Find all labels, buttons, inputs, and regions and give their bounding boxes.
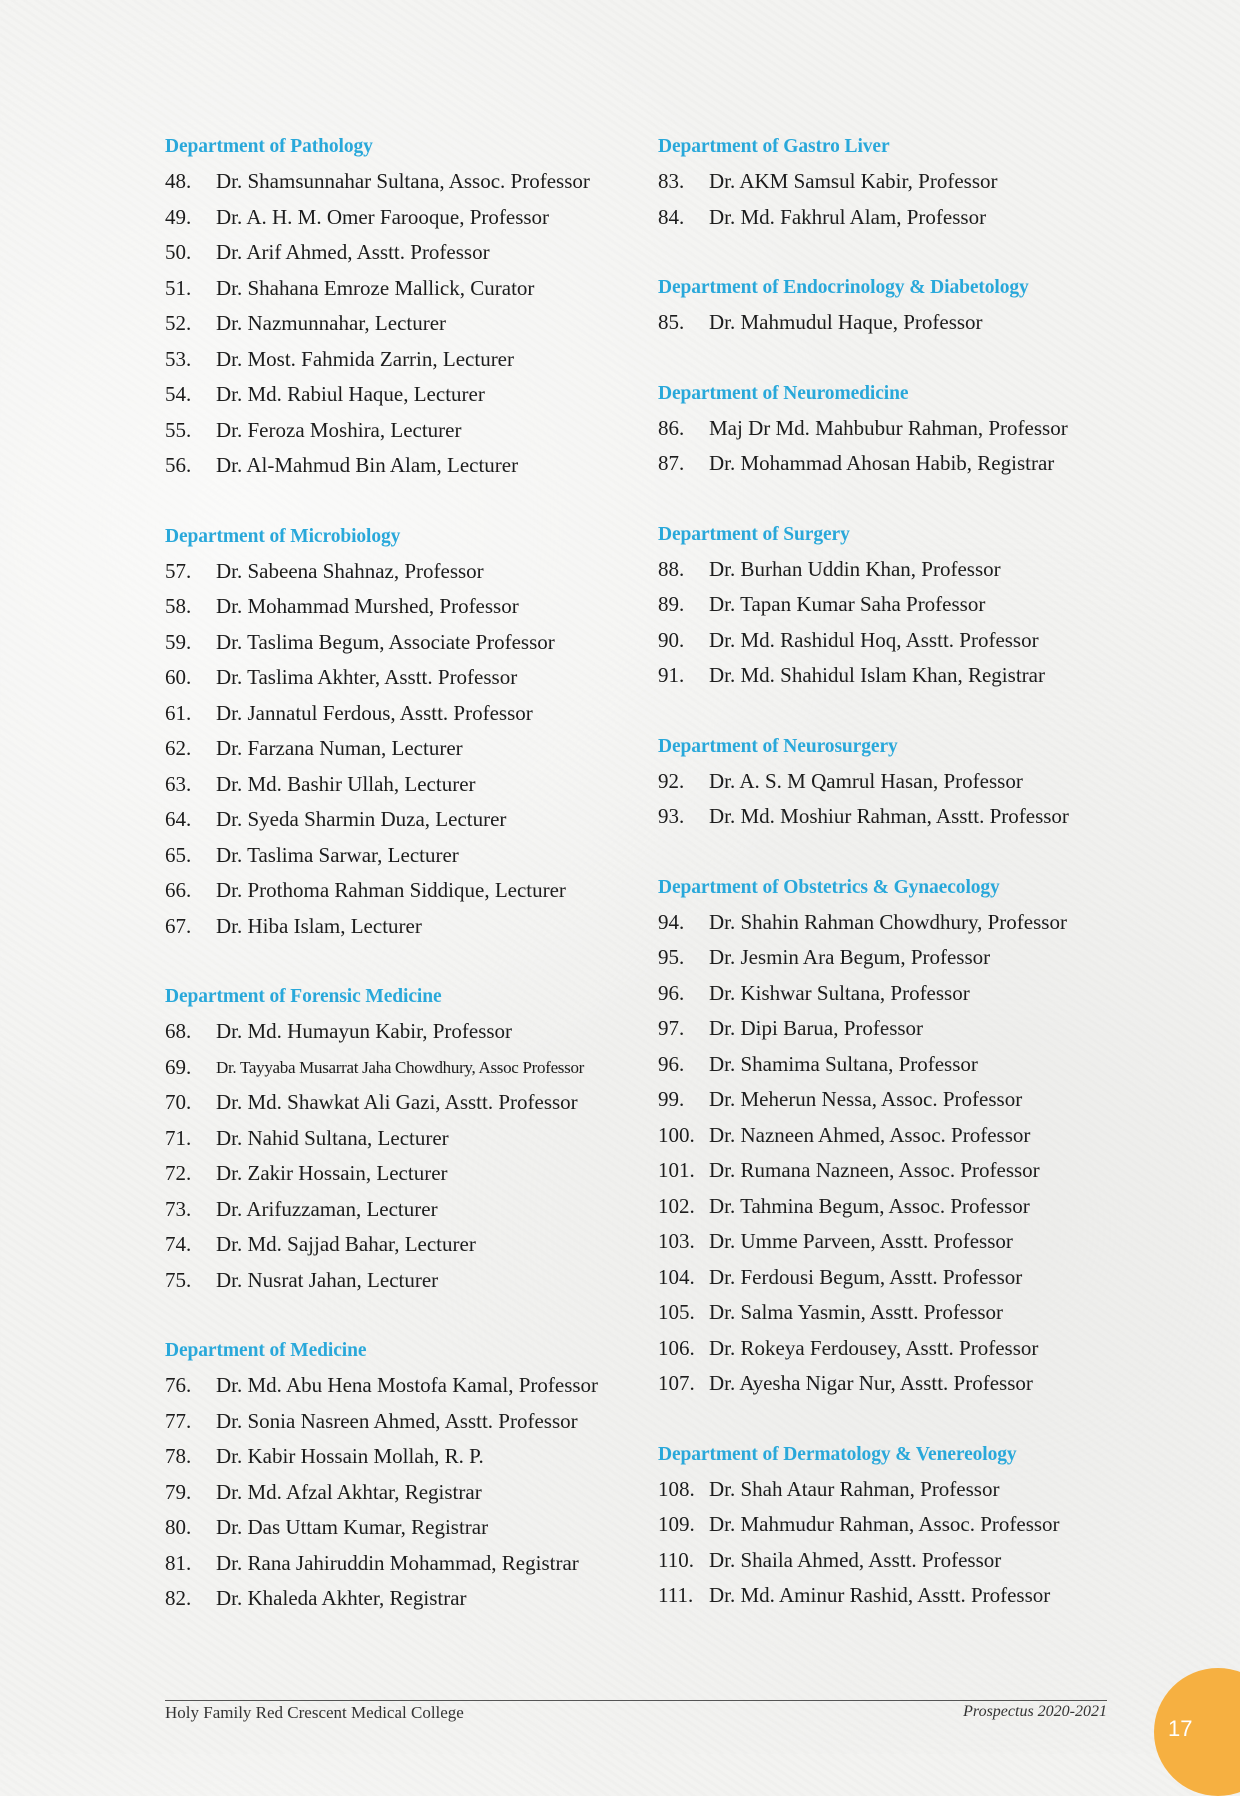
faculty-name: Dr. Burhan Uddin Khan, Professor <box>709 556 1001 581</box>
list-number: 96. <box>658 980 685 1005</box>
faculty-name: Dr. Al-Mahmud Bin Alam, Lecturer <box>216 453 519 477</box>
list-number: 59. <box>165 629 192 654</box>
faculty-name: Dr. Syeda Sharmin Duza, Lecturer <box>216 807 507 831</box>
faculty-name: Dr. Md. Shahidul Islam Khan, Registrar <box>709 663 1045 687</box>
faculty-name: Dr. Jesmin Ara Begum, Professor <box>709 945 991 969</box>
faculty-list-item <box>165 1263 625 1299</box>
department-section <box>658 518 1118 694</box>
faculty-name: Dr. Nahid Sultana, Lecturer <box>216 1125 449 1150</box>
faculty-name: Dr. Zakir Hossain, Lecturer <box>216 1161 448 1185</box>
faculty-list-item <box>658 552 1118 588</box>
department-title: Department of Neuromedicine <box>658 382 909 404</box>
department-title: Department of Forensic Medicine <box>165 986 442 1007</box>
faculty-list-item <box>165 306 625 342</box>
faculty-name: Maj Dr Md. Mahbubur Rahman, Professor <box>709 415 1068 440</box>
faculty-name: Dr. Shahana Emroze Mallick, Curator <box>216 275 535 300</box>
section-gap <box>658 835 1118 871</box>
list-number: 69. <box>165 1054 192 1079</box>
list-number: 81. <box>165 1550 192 1575</box>
faculty-list-item <box>658 1189 1118 1225</box>
footer-college-name: Holy Family Red Crescent Medical College <box>165 1703 464 1722</box>
faculty-name: Dr. Md. Aminur Rashid, Asstt. Professor <box>709 1583 1051 1607</box>
list-number: 94. <box>658 909 685 934</box>
faculty-list-item <box>658 1472 1118 1508</box>
list-number: 90. <box>658 627 685 652</box>
faculty-list-item <box>165 1404 625 1440</box>
faculty-list-item <box>165 767 625 803</box>
faculty-list-item <box>165 164 625 200</box>
faculty-list-item <box>658 1011 1118 1047</box>
faculty-list-item <box>165 1439 625 1475</box>
list-number: 92. <box>658 768 685 793</box>
footer-prospectus-label: Prospectus 2020-2021 <box>963 1703 1107 1720</box>
department-title: Department of Pathology <box>165 136 373 157</box>
faculty-name: Dr. Dipi Barua, Professor <box>709 1016 924 1040</box>
faculty-name: Dr. Shah Ataur Rahman, Professor <box>709 1476 1000 1501</box>
department-title: Department of Gastro Liver <box>658 136 890 157</box>
list-number: 76. <box>165 1373 192 1397</box>
list-number: 80. <box>165 1515 192 1539</box>
list-number: 101. <box>658 1158 695 1182</box>
list-number: 78. <box>165 1444 192 1468</box>
list-number: 71. <box>165 1125 192 1150</box>
faculty-name: Dr. Feroza Moshira, Lecturer <box>216 417 462 442</box>
list-number: 108. <box>658 1476 695 1501</box>
faculty-name: Dr. Umme Parveen, Asstt. Professor <box>709 1229 1013 1253</box>
list-number: 93. <box>658 804 685 828</box>
footer-rule <box>165 1700 1107 1701</box>
faculty-list-item <box>658 1295 1118 1331</box>
department-section <box>658 130 1118 235</box>
faculty-list-item <box>165 200 625 236</box>
faculty-name: Dr. Arifuzzaman, Lecturer <box>216 1196 438 1221</box>
list-number: 52. <box>165 311 192 335</box>
faculty-list-item <box>165 1475 625 1511</box>
list-number: 91. <box>658 663 685 687</box>
page-number-badge <box>1154 1668 1240 1796</box>
faculty-list-item <box>658 1578 1118 1614</box>
faculty-list-item <box>658 1260 1118 1296</box>
section-gap <box>658 341 1118 377</box>
faculty-name: Dr. Kishwar Sultana, Professor <box>709 980 970 1005</box>
faculty-list-item <box>658 1153 1118 1189</box>
faculty-name: Dr. Mahmudul Haque, Professor <box>709 310 983 334</box>
list-number: 50. <box>165 240 192 264</box>
faculty-list-item <box>658 1118 1118 1154</box>
faculty-list-item <box>165 1510 625 1546</box>
list-number: 102. <box>658 1193 695 1218</box>
faculty-name: Dr. Sabeena Shahnaz, Professor <box>216 558 484 583</box>
faculty-name: Dr. Most. Fahmida Zarrin, Lecturer <box>216 346 514 371</box>
department-section <box>658 271 1118 341</box>
faculty-list-item <box>165 1192 625 1228</box>
faculty-name: Dr. Taslima Akhter, Asstt. Professor <box>216 665 518 689</box>
faculty-list-item <box>165 235 625 271</box>
faculty-list-item <box>165 696 625 732</box>
faculty-name: Dr. Md. Bashir Ullah, Lecturer <box>216 771 476 796</box>
list-number: 51. <box>165 275 192 300</box>
faculty-name: Dr. Rumana Nazneen, Assoc. Professor <box>709 1158 1040 1182</box>
faculty-name: Dr. Shamsunnahar Sultana, Assoc. Professor <box>216 169 590 193</box>
list-number: 84. <box>658 204 685 229</box>
section-gap <box>165 1298 625 1334</box>
list-number: 55. <box>165 417 192 442</box>
faculty-list-item <box>165 660 625 696</box>
faculty-list-item <box>658 446 1118 482</box>
faculty-name: Dr. Salma Yasmin, Asstt. Professor <box>709 1300 1004 1324</box>
faculty-name: Dr. Md. Shawkat Ali Gazi, Asstt. Professor <box>216 1090 578 1114</box>
faculty-name: Dr. Ayesha Nigar Nur, Asstt. Professor <box>709 1371 1033 1395</box>
faculty-name: Dr. Shahin Rahman Chowdhury, Professor <box>709 909 1067 934</box>
faculty-list-item <box>165 1546 625 1582</box>
list-number: 68. <box>165 1019 192 1043</box>
list-number: 63. <box>165 771 192 796</box>
faculty-list-item <box>165 731 625 767</box>
faculty-list-item <box>165 1227 625 1263</box>
list-number: 61. <box>165 700 192 725</box>
department-title: Department of Surgery <box>658 523 850 545</box>
faculty-name: Dr. Shaila Ahmed, Asstt. Professor <box>709 1547 1002 1572</box>
section-gap <box>165 944 625 980</box>
faculty-name: Dr. Nazmunnahar, Lecturer <box>216 311 447 335</box>
faculty-name: Dr. AKM Samsul Kabir, Professor <box>709 169 998 193</box>
faculty-name: Dr. Farzana Numan, Lecturer <box>216 736 463 760</box>
list-number: 99. <box>658 1087 685 1111</box>
faculty-name: Dr. Das Uttam Kumar, Registrar <box>216 1515 489 1539</box>
list-number: 65. <box>165 842 192 867</box>
department-title: Department of Neurosurgery <box>658 735 898 757</box>
faculty-name: Dr. Kabir Hossain Mollah, R. P. <box>216 1444 484 1468</box>
faculty-name: Dr. Khaleda Akhter, Registrar <box>216 1586 467 1610</box>
faculty-name: Dr. Tapan Kumar Saha Professor <box>709 592 986 616</box>
faculty-name: Dr. Mohammad Ahosan Habib, Registrar <box>709 451 1055 475</box>
faculty-name: Dr. Mahmudur Rahman, Assoc. Professor <box>709 1512 1060 1536</box>
list-number: 72. <box>165 1161 192 1185</box>
department-section <box>658 871 1118 1402</box>
left-column <box>165 130 625 1617</box>
faculty-list-item <box>165 271 625 307</box>
list-number: 95. <box>658 945 685 969</box>
list-number: 53. <box>165 346 192 371</box>
faculty-name: Dr. Tayyaba Musarrat Jaha Chowdhury, Assoc Professor <box>216 1057 585 1077</box>
faculty-name: Dr. Nusrat Jahan, Lecturer <box>216 1267 439 1292</box>
list-number: 89. <box>658 592 685 616</box>
list-number: 67. <box>165 913 192 938</box>
list-number: 82. <box>165 1586 192 1610</box>
faculty-list-item <box>165 413 625 449</box>
faculty-list-item <box>165 377 625 413</box>
faculty-list-item <box>165 1014 625 1050</box>
faculty-list-item <box>165 838 625 874</box>
section-gap <box>165 484 625 520</box>
faculty-list-item <box>658 658 1118 694</box>
faculty-list-item <box>165 554 625 590</box>
faculty-name: Dr. Nazneen Ahmed, Assoc. Professor <box>709 1122 1031 1147</box>
list-number: 75. <box>165 1267 192 1292</box>
faculty-name: Dr. Md. Abu Hena Mostofa Kamal, Professor <box>216 1373 599 1397</box>
faculty-name: Dr. Md. Fakhrul Alam, Professor <box>709 204 987 229</box>
faculty-name: Dr. Rokeya Ferdousey, Asstt. Professor <box>709 1335 1039 1360</box>
faculty-name: Dr. Md. Rashidul Hoq, Asstt. Professor <box>709 627 1039 652</box>
faculty-name: Dr. Mohammad Murshed, Professor <box>216 594 519 618</box>
faculty-list-item <box>658 764 1118 800</box>
list-number: 56. <box>165 453 192 477</box>
faculty-list-item <box>658 623 1118 659</box>
faculty-name: Dr. Meherun Nessa, Assoc. Professor <box>709 1087 1023 1111</box>
department-section <box>658 377 1118 482</box>
list-number: 79. <box>165 1479 192 1504</box>
list-number: 100. <box>658 1122 695 1147</box>
faculty-list-item <box>658 799 1118 835</box>
list-number: 109. <box>658 1512 695 1536</box>
faculty-list-item <box>658 1507 1118 1543</box>
faculty-name: Dr. Sonia Nasreen Ahmed, Asstt. Professor <box>216 1408 578 1433</box>
list-number: 73. <box>165 1196 192 1221</box>
department-title: Department of Medicine <box>165 1340 367 1361</box>
faculty-name: Dr. Shamima Sultana, Professor <box>709 1051 978 1076</box>
faculty-name: Dr. Tahmina Begum, Assoc. Professor <box>709 1193 1030 1218</box>
list-number: 111. <box>658 1583 694 1607</box>
faculty-list-item <box>165 1581 625 1617</box>
faculty-name: Dr. A. H. M. Omer Farooque, Professor <box>216 204 550 229</box>
list-number: 104. <box>658 1264 695 1289</box>
faculty-list-item <box>165 589 625 625</box>
faculty-name: Dr. Jannatul Ferdous, Asstt. Professor <box>216 700 533 725</box>
faculty-list-item <box>165 1121 625 1157</box>
faculty-list-item <box>165 625 625 661</box>
list-number: 110. <box>658 1547 694 1572</box>
faculty-list-item <box>165 909 625 945</box>
department-section <box>165 1334 625 1617</box>
list-number: 48. <box>165 169 192 193</box>
faculty-list-item <box>658 1082 1118 1118</box>
faculty-list-item <box>658 1543 1118 1579</box>
list-number: 58. <box>165 594 192 618</box>
faculty-list-item <box>165 1085 625 1121</box>
faculty-list-item <box>165 1050 625 1086</box>
faculty-name: Dr. A. S. M Qamrul Hasan, Professor <box>709 768 1023 793</box>
faculty-list-item <box>165 342 625 378</box>
list-number: 57. <box>165 558 192 583</box>
faculty-list-item <box>658 940 1118 976</box>
faculty-list-item <box>165 1156 625 1192</box>
faculty-name: Dr. Ferdousi Begum, Asstt. Professor <box>709 1264 1023 1289</box>
faculty-list-item <box>165 873 625 909</box>
section-gap <box>658 1402 1118 1438</box>
faculty-list-item <box>658 1366 1118 1402</box>
page-number: 17 <box>1168 1716 1193 1741</box>
faculty-name: Dr. Md. Sajjad Bahar, Lecturer <box>216 1232 476 1256</box>
department-title: Department of Obstetrics & Gynaecology <box>658 876 1000 898</box>
faculty-name: Dr. Arif Ahmed, Asstt. Professor <box>216 240 490 264</box>
faculty-list-item <box>658 1224 1118 1260</box>
faculty-name: Dr. Rana Jahiruddin Mohammad, Registrar <box>216 1550 579 1575</box>
faculty-list-item <box>165 448 625 484</box>
faculty-list-item <box>658 200 1118 236</box>
faculty-list-item <box>658 1047 1118 1083</box>
faculty-list-item <box>658 305 1118 341</box>
faculty-list-item <box>658 587 1118 623</box>
faculty-list-item <box>658 976 1118 1012</box>
list-number: 96. <box>658 1051 685 1076</box>
list-number: 86. <box>658 415 685 440</box>
list-number: 87. <box>658 451 685 475</box>
department-section <box>165 980 625 1298</box>
faculty-list-item <box>658 164 1118 200</box>
list-number: 64. <box>165 807 192 831</box>
list-number: 107. <box>658 1371 695 1395</box>
faculty-name: Dr. Taslima Begum, Associate Professor <box>216 629 555 654</box>
faculty-list-item <box>658 905 1118 941</box>
list-number: 88. <box>658 556 685 581</box>
faculty-list-item <box>165 802 625 838</box>
faculty-list-item <box>165 1368 625 1404</box>
list-number: 60. <box>165 665 192 689</box>
faculty-name: Dr. Taslima Sarwar, Lecturer <box>216 842 459 867</box>
department-section <box>658 1438 1118 1614</box>
faculty-name: Dr. Md. Afzal Akhtar, Registrar <box>216 1479 482 1504</box>
section-gap <box>658 482 1118 518</box>
list-number: 106. <box>658 1335 695 1360</box>
list-number: 54. <box>165 382 192 406</box>
right-column <box>658 130 1118 1614</box>
faculty-name: Dr. Prothoma Rahman Siddique, Lecturer <box>216 878 566 902</box>
faculty-name: Dr. Hiba Islam, Lecturer <box>216 913 422 938</box>
department-section <box>658 730 1118 835</box>
faculty-list-item <box>658 411 1118 447</box>
section-gap <box>658 235 1118 271</box>
section-gap <box>658 694 1118 730</box>
faculty-list-item <box>658 1331 1118 1367</box>
department-section <box>165 130 625 484</box>
list-number: 62. <box>165 736 192 760</box>
list-number: 77. <box>165 1408 192 1433</box>
faculty-name: Dr. Md. Rabiul Haque, Lecturer <box>216 382 485 406</box>
list-number: 105. <box>658 1300 695 1324</box>
list-number: 49. <box>165 204 192 229</box>
list-number: 103. <box>658 1229 695 1253</box>
faculty-name: Dr. Md. Humayun Kabir, Professor <box>216 1019 513 1043</box>
list-number: 70. <box>165 1090 192 1114</box>
department-title: Department of Endocrinology & Diabetology <box>658 277 1029 298</box>
list-number: 74. <box>165 1232 192 1256</box>
list-number: 97. <box>658 1016 685 1040</box>
faculty-name: Dr. Md. Moshiur Rahman, Asstt. Professor <box>709 804 1069 828</box>
list-number: 83. <box>658 169 685 193</box>
department-section <box>165 520 625 945</box>
list-number: 66. <box>165 878 192 902</box>
department-title: Department of Microbiology <box>165 525 401 547</box>
department-title: Department of Dermatology & Venereology <box>658 1443 1017 1465</box>
list-number: 85. <box>658 310 685 334</box>
